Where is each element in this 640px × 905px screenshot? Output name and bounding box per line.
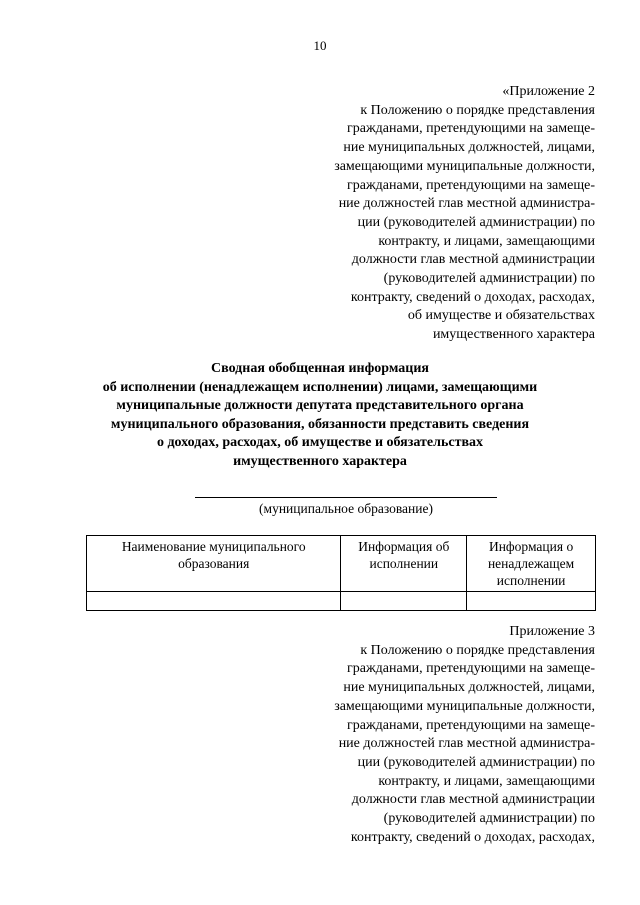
- document-heading: [0, 360, 640, 471]
- heading-line: муниципальные должности депутата представительного органа: [116, 398, 524, 413]
- appendix-3-line: гражданами, претендующими на замеще-: [347, 717, 595, 733]
- appendix-3-line: ние должностей глав местной администра-: [338, 736, 595, 752]
- municipality-caption: (муниципальное образование): [259, 501, 433, 516]
- heading-line: об исполнении (ненадлежащем исполнении) лицами, замещающими: [102, 379, 538, 395]
- appendix-2-line: ние должностей глав местной администра-: [338, 196, 595, 212]
- appendix-3-line: должности глав местной администрации: [351, 792, 595, 808]
- header-execution-info: Информация об исполнении: [341, 536, 467, 592]
- appendix-2-block: [275, 83, 595, 345]
- appendix-2-line: должности глав местной администрации: [351, 252, 595, 268]
- appendix-2-line: контракту, и лицами, замещающими: [378, 233, 595, 249]
- appendix-3-line: гражданами, претендующими на замеще-: [347, 661, 595, 677]
- appendix-3-line: контракту, и лицами, замещающими: [378, 773, 595, 789]
- header-municipality-name: Наименование муниципального образования: [87, 536, 341, 592]
- table-cell: [467, 592, 596, 611]
- appendix-2-line: об имуществе и обязательствах: [407, 308, 595, 324]
- table-row: [87, 592, 596, 611]
- page-number: 10: [313, 38, 327, 53]
- table-header-row: [87, 536, 596, 592]
- heading-line: о доходах, расходах, об имуществе и обязательствах: [156, 435, 484, 450]
- appendix-3-block: [275, 623, 595, 847]
- heading-line: муниципального образования, обязанности представить сведения: [110, 416, 530, 432]
- heading-line: имущественного характера: [233, 453, 407, 469]
- appendix-2-line: «Приложение 2: [502, 84, 595, 99]
- appendix-3-line: контракту, сведений о доходах, расходах,: [350, 829, 595, 845]
- appendix-2-line: контракту, сведений о доходах, расходах,: [350, 289, 595, 305]
- appendix-3-line: к Положению о порядке представления: [360, 642, 595, 658]
- appendix-2-line: ние муниципальных должностей, лицами,: [343, 140, 595, 156]
- appendix-3-line: Приложение 3: [509, 624, 595, 639]
- appendix-3-line: замещающими муниципальные должности,: [334, 698, 595, 714]
- appendix-2-line: к Положению о порядке представления: [360, 102, 595, 118]
- heading-line: Сводная обобщенная информация: [211, 361, 429, 376]
- appendix-3-line: (руководителей администрации) по: [383, 811, 595, 827]
- municipality-underline: [195, 483, 497, 498]
- table-cell: [87, 592, 341, 611]
- appendix-2-line: гражданами, претендующими на замеще-: [347, 177, 595, 193]
- appendix-3-line: ции (руководителей администрации) по: [357, 754, 595, 770]
- appendix-2-line: (руководителей администрации) по: [383, 271, 595, 287]
- municipality-field: [195, 483, 497, 517]
- information-table: [86, 535, 596, 611]
- appendix-3-line: ние муниципальных должностей, лицами,: [343, 680, 595, 696]
- appendix-2-line: ции (руководителей администрации) по: [357, 214, 595, 230]
- appendix-2-line: замещающими муниципальные должности,: [334, 158, 595, 174]
- appendix-2-line: имущественного характера: [432, 327, 595, 343]
- appendix-2-line: гражданами, претендующими на замеще-: [347, 121, 595, 137]
- table-cell: [341, 592, 467, 611]
- header-improper-execution-info: Информация о ненадлежащем исполнении: [467, 536, 596, 592]
